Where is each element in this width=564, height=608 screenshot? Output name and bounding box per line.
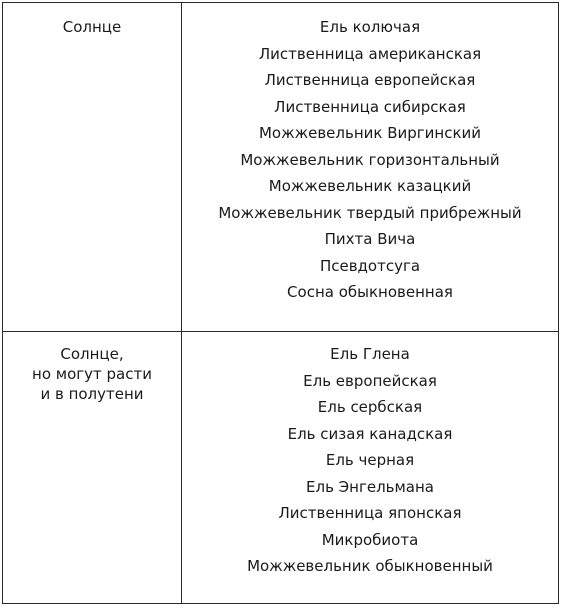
species-item: Микробиота — [321, 530, 419, 549]
species-item: Можжевельник казацкий — [268, 177, 472, 195]
species-item: Лиственница американская — [258, 44, 482, 63]
light-condition-cell: Солнце — [62, 18, 122, 36]
species-item: Ель черная — [325, 451, 415, 469]
species-item: Псевдотсуга — [319, 256, 421, 275]
species-item: Ель европейская — [303, 371, 437, 390]
species-item: Лиственница европейская — [264, 71, 476, 89]
species-item: Можжевельник горизонтальный — [240, 150, 500, 169]
species-item: Ель сизая канадская — [287, 424, 453, 443]
species-list-sun — [182, 14, 558, 306]
species-item: Можжевельник твердый прибрежный — [218, 203, 522, 222]
species-item: Лиственница сибирская — [274, 97, 466, 116]
species-item: Ель Глена — [330, 345, 410, 363]
species-item: Пихта Вича — [324, 230, 416, 248]
species-list-partial-shade — [182, 341, 558, 580]
species-item: Можжевельник обыкновенный — [247, 557, 493, 575]
species-item: Ель сербская — [317, 398, 423, 416]
table-row-sun — [3, 3, 558, 332]
species-item: Лиственница японская — [278, 504, 462, 522]
species-item: Ель Энгельмана — [306, 477, 434, 496]
table-row-sun-partial-shade — [3, 332, 558, 603]
plant-light-table — [2, 2, 559, 604]
species-item: Ель колючая — [319, 18, 421, 36]
species-item: Можжевельник Виргинский — [258, 124, 482, 142]
species-item: Сосна обыкновенная — [287, 283, 453, 301]
light-condition-cell: Солнце, но могут расти и в полутени — [32, 345, 152, 403]
